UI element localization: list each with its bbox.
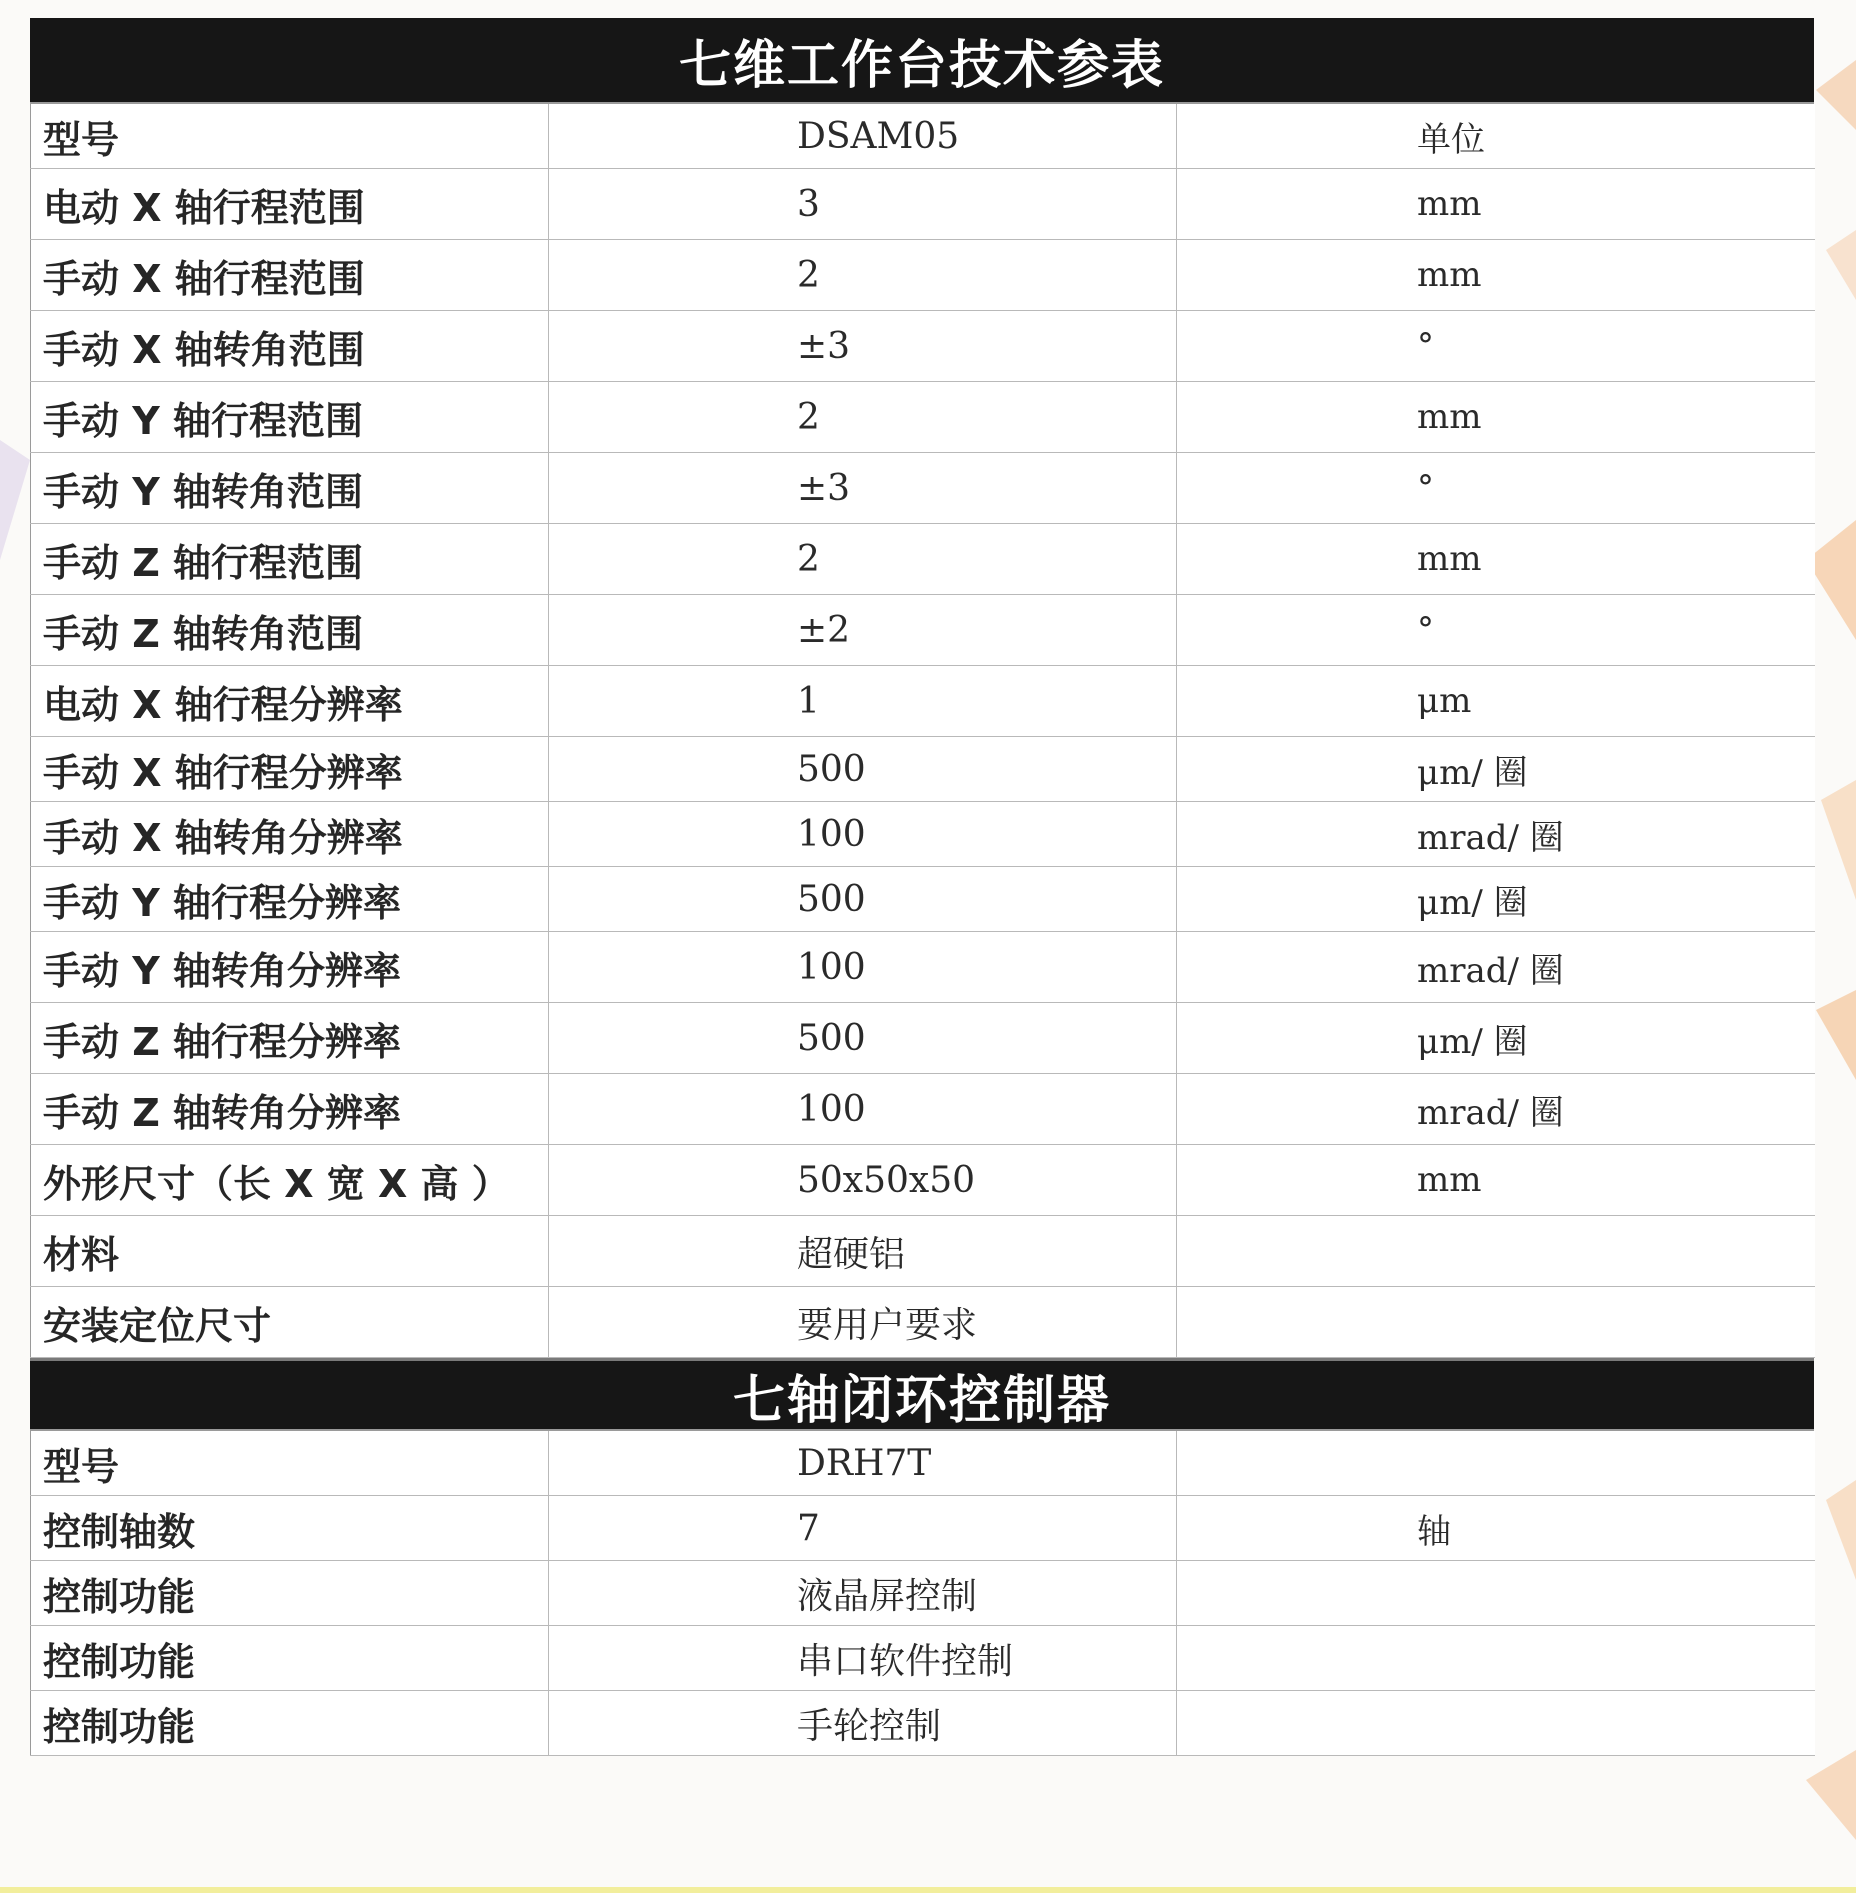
table-row: [31, 311, 1815, 382]
value-cell: DSAM05: [549, 104, 1177, 169]
value-cell: 1: [549, 666, 1177, 737]
param-cell: 控制功能: [31, 1691, 549, 1756]
table-row: [31, 382, 1815, 453]
table-row: [31, 1561, 1815, 1626]
table-row: [31, 453, 1815, 524]
param-cell: 手动 Y 轴行程分辨率: [31, 867, 549, 932]
unit-cell: [1177, 1216, 1815, 1287]
value-cell: 100: [549, 1074, 1177, 1145]
table-row: [31, 867, 1815, 932]
param-cell: 手动 Z 轴行程范围: [31, 524, 549, 595]
table-row: [31, 1074, 1815, 1145]
param-cell: 电动 X 轴行程范围: [31, 169, 549, 240]
value-cell: 100: [549, 802, 1177, 867]
param-cell: 外形尺寸（长 X 宽 X 高 ）: [31, 1145, 549, 1216]
param-cell: 手动 Y 轴行程范围: [31, 382, 549, 453]
unit-cell: mm: [1177, 240, 1815, 311]
section1-title: 七维工作台技术参表: [30, 18, 1814, 104]
param-cell: 手动 X 轴转角范围: [31, 311, 549, 382]
table-row: [31, 666, 1815, 737]
value-cell: 500: [549, 867, 1177, 932]
param-cell: 手动 Z 轴转角分辨率: [31, 1074, 549, 1145]
param-cell: 型号: [31, 104, 549, 169]
value-cell: 2: [549, 382, 1177, 453]
param-cell: 安装定位尺寸: [31, 1287, 549, 1358]
param-cell: 手动 X 轴转角分辨率: [31, 802, 549, 867]
section2-table: [30, 1431, 1815, 1756]
unit-cell: mm: [1177, 382, 1815, 453]
value-cell: 500: [549, 737, 1177, 802]
value-cell: 手轮控制: [549, 1691, 1177, 1756]
table-row: [31, 1287, 1815, 1358]
unit-cell: °: [1177, 453, 1815, 524]
param-cell: 控制功能: [31, 1561, 549, 1626]
value-cell: 100: [549, 932, 1177, 1003]
unit-cell: [1177, 1431, 1815, 1496]
table-row: [31, 595, 1815, 666]
param-cell: 控制功能: [31, 1626, 549, 1691]
table-row: [31, 1691, 1815, 1756]
unit-cell: mrad/ 圈: [1177, 932, 1815, 1003]
value-cell: ±2: [549, 595, 1177, 666]
unit-cell: [1177, 1561, 1815, 1626]
table-row: [31, 1431, 1815, 1496]
unit-cell: °: [1177, 311, 1815, 382]
table-row: [31, 1145, 1815, 1216]
table-row: [31, 932, 1815, 1003]
value-cell: 3: [549, 169, 1177, 240]
param-cell: 手动 Y 轴转角分辨率: [31, 932, 549, 1003]
value-cell: 50x50x50: [549, 1145, 1177, 1216]
param-cell: 手动 Y 轴转角范围: [31, 453, 549, 524]
value-cell: DRH7T: [549, 1431, 1177, 1496]
value-cell: 7: [549, 1496, 1177, 1561]
value-cell: ±3: [549, 453, 1177, 524]
value-cell: 要用户要求: [549, 1287, 1177, 1358]
table-row: [31, 1626, 1815, 1691]
param-cell: 型号: [31, 1431, 549, 1496]
value-cell: 液晶屏控制: [549, 1561, 1177, 1626]
param-cell: 手动 X 轴行程分辨率: [31, 737, 549, 802]
table-row: [31, 169, 1815, 240]
unit-cell: [1177, 1287, 1815, 1358]
unit-cell: mm: [1177, 1145, 1815, 1216]
unit-cell: μm: [1177, 666, 1815, 737]
unit-cell: mm: [1177, 169, 1815, 240]
value-cell: ±3: [549, 311, 1177, 382]
unit-cell: 轴: [1177, 1496, 1815, 1561]
unit-cell: mrad/ 圈: [1177, 1074, 1815, 1145]
param-cell: 手动 X 轴行程范围: [31, 240, 549, 311]
unit-cell: μm/ 圈: [1177, 867, 1815, 932]
unit-cell: μm/ 圈: [1177, 737, 1815, 802]
table-row: [31, 1216, 1815, 1287]
value-cell: 串口软件控制: [549, 1626, 1177, 1691]
spec-sheet: [30, 18, 1814, 1756]
param-cell: 材料: [31, 1216, 549, 1287]
table-row: [31, 240, 1815, 311]
table-row: [31, 1496, 1815, 1561]
unit-cell: [1177, 1691, 1815, 1756]
section1-table: [30, 104, 1815, 1358]
param-cell: 电动 X 轴行程分辨率: [31, 666, 549, 737]
value-cell: 超硬铝: [549, 1216, 1177, 1287]
table-row: [31, 524, 1815, 595]
unit-cell: 单位: [1177, 104, 1815, 169]
unit-cell: mrad/ 圈: [1177, 802, 1815, 867]
table-row: [31, 737, 1815, 802]
unit-cell: °: [1177, 595, 1815, 666]
table-row: [31, 104, 1815, 169]
section2-title: 七轴闭环控制器: [30, 1358, 1814, 1431]
value-cell: 2: [549, 240, 1177, 311]
param-cell: 手动 Z 轴行程分辨率: [31, 1003, 549, 1074]
unit-cell: μm/ 圈: [1177, 1003, 1815, 1074]
table-row: [31, 802, 1815, 867]
value-cell: 2: [549, 524, 1177, 595]
unit-cell: [1177, 1626, 1815, 1691]
table-row: [31, 1003, 1815, 1074]
value-cell: 500: [549, 1003, 1177, 1074]
unit-cell: mm: [1177, 524, 1815, 595]
param-cell: 手动 Z 轴转角范围: [31, 595, 549, 666]
param-cell: 控制轴数: [31, 1496, 549, 1561]
bottom-strip: [0, 1887, 1856, 1893]
